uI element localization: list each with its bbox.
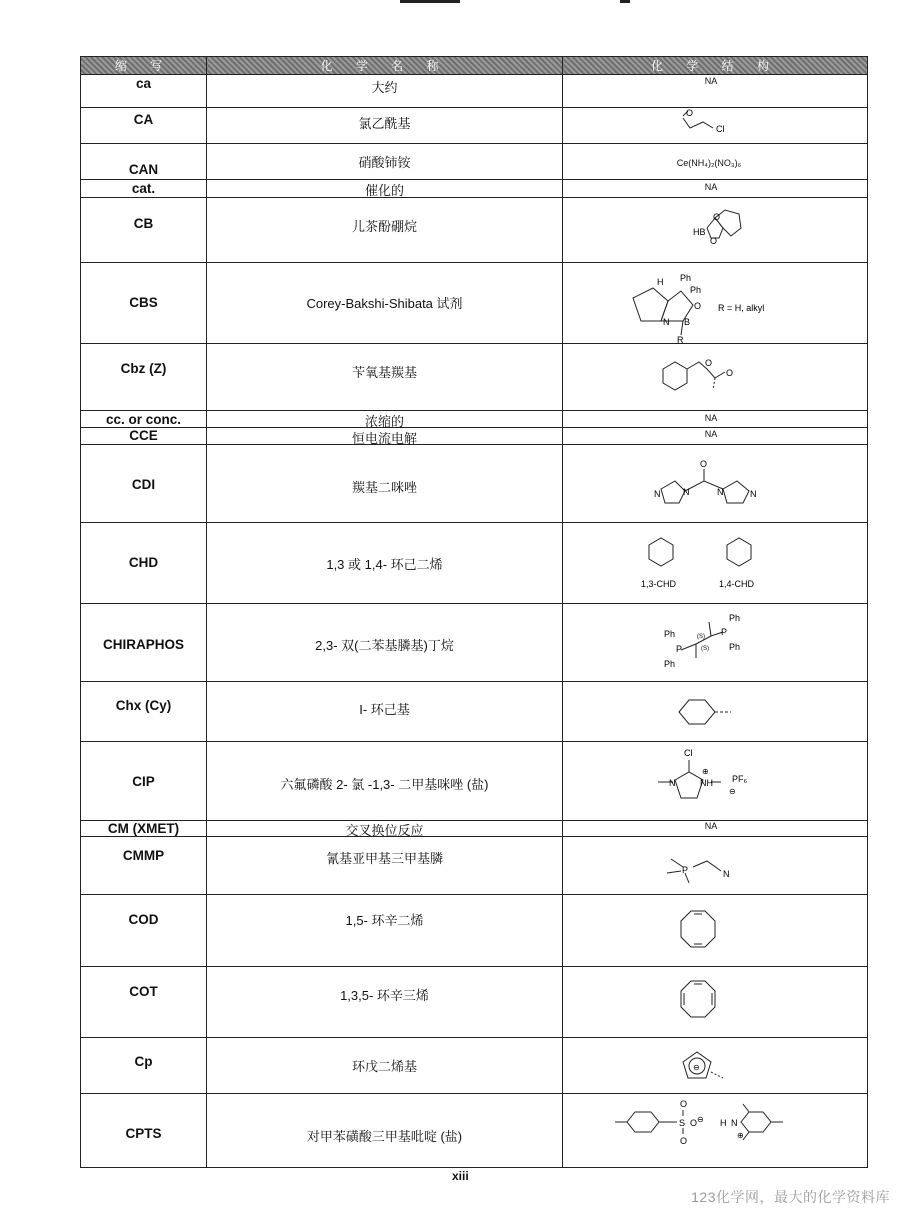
svg-text:N: N <box>663 317 670 327</box>
abbr-text: CDI <box>131 477 156 492</box>
svg-text:HB: HB <box>693 227 706 237</box>
name-text: Corey-Bakshi-Shibata 试剂 <box>306 296 463 311</box>
page-number: xiii <box>452 1169 469 1183</box>
svg-text:N: N <box>750 489 757 499</box>
svg-text:N: N <box>717 487 724 497</box>
abbr-text: CB <box>133 216 154 231</box>
chiraphos-structure <box>563 604 868 681</box>
chd-structure <box>563 523 868 603</box>
abbr-text: CBS <box>129 295 158 310</box>
svg-text:(S): (S) <box>697 634 705 640</box>
cod-structure <box>563 895 868 966</box>
abbr-text: CHIRAPHOS <box>102 637 184 652</box>
header-name: 化 学 名 称 <box>207 57 563 75</box>
table-row <box>81 75 868 108</box>
svg-text:N: N <box>731 1118 738 1128</box>
svg-text:P: P <box>682 865 689 875</box>
svg-text:O: O <box>710 236 718 246</box>
structure-text: Ce(NH₄)₂(NO₃)₆ <box>676 158 742 168</box>
scan-artifact <box>400 0 460 3</box>
name-text: 交叉换位反应 <box>345 823 424 838</box>
name-text: 催化的 <box>364 183 404 198</box>
abbr-text: CA <box>133 112 154 127</box>
cip-structure <box>563 742 868 820</box>
svg-text:1,4-CHD: 1,4-CHD <box>719 579 755 589</box>
abbr-text: CM (XMET) <box>107 821 180 836</box>
svg-text:S: S <box>679 1118 686 1128</box>
name-text: 1,5- 环辛二烯 <box>345 913 424 928</box>
cot-structure <box>563 967 868 1037</box>
svg-text:Ph: Ph <box>729 613 741 623</box>
name-text: 对甲苯磺酸三甲基吡啶 (盐) <box>306 1129 463 1144</box>
svg-text:H: H <box>720 1118 727 1128</box>
table-row <box>81 837 868 895</box>
cmmp-structure <box>563 837 868 894</box>
table-row <box>81 523 868 604</box>
name-text: 2,3- 双(二苯基膦基)丁烷 <box>315 638 454 653</box>
structure-text: NA <box>704 821 718 831</box>
svg-text:⊕: ⊕ <box>702 767 709 776</box>
structure-text: NA <box>704 76 718 86</box>
table-row <box>81 411 868 428</box>
name-text: 大约 <box>371 80 398 95</box>
watermark: 123化学网，最大的化学资料库 <box>691 1189 890 1205</box>
svg-text:N: N <box>669 778 676 788</box>
svg-text:H: H <box>657 277 664 287</box>
structure-text: NA <box>704 182 718 192</box>
svg-text:O: O <box>700 459 708 469</box>
svg-text:Ph: Ph <box>664 659 676 669</box>
svg-text:O: O <box>680 1099 688 1109</box>
cyclohexyl-structure <box>563 682 868 741</box>
name-text: 1,3,5- 环辛三烯 <box>340 988 429 1003</box>
abbr-text: Cbz (Z) <box>120 361 167 376</box>
abbr-text: CIP <box>132 774 155 789</box>
structure-text: NA <box>704 413 718 423</box>
table-header-row <box>81 57 868 75</box>
structure-note: R = H, alkyl <box>718 303 765 313</box>
table-row <box>81 428 868 445</box>
table-row <box>81 445 868 523</box>
svg-text:NH: NH <box>700 778 713 788</box>
abbr-text: Chx (Cy) <box>115 698 172 713</box>
abbr-text: CHD <box>128 555 159 570</box>
structure-text: NA <box>704 429 718 439</box>
svg-text:R: R <box>677 335 684 343</box>
table-row <box>81 180 868 198</box>
svg-text:⊖: ⊖ <box>697 1115 704 1124</box>
svg-text:O: O <box>680 1136 688 1146</box>
svg-text:⊖: ⊖ <box>693 1063 700 1072</box>
table-row <box>81 108 868 144</box>
catecholborane-structure <box>563 198 868 262</box>
cpts-structure <box>563 1094 868 1167</box>
svg-text:Ph: Ph <box>729 642 741 652</box>
svg-text:N: N <box>723 869 730 879</box>
abbr-text: cc. or conc. <box>105 412 182 427</box>
name-text: 环戊二烯基 <box>351 1059 417 1074</box>
abbr-text: ca <box>135 76 152 91</box>
svg-text:O: O <box>726 368 734 378</box>
table-row <box>81 967 868 1038</box>
chloroacetyl-structure <box>563 108 868 143</box>
svg-text:P: P <box>721 627 728 637</box>
abbr-text: CAN <box>128 162 159 177</box>
svg-text:Ph: Ph <box>680 273 692 283</box>
name-text: 氰基亚甲基三甲基膦 <box>325 851 443 866</box>
svg-text:O: O <box>690 1118 698 1128</box>
name-text: 羰基二咪唑 <box>351 480 417 495</box>
svg-text:⊕: ⊕ <box>737 1131 744 1140</box>
svg-text:B: B <box>684 317 691 327</box>
abbr-text: CCE <box>129 428 158 443</box>
svg-text:O: O <box>713 212 721 222</box>
header-structure: 化 学 结 构 <box>563 57 868 75</box>
cyclopentadienyl-structure <box>563 1038 868 1093</box>
svg-text:O: O <box>705 358 713 368</box>
table-row <box>81 821 868 837</box>
name-text: 浓缩的 <box>364 414 404 429</box>
svg-text:1,3-CHD: 1,3-CHD <box>641 579 677 589</box>
svg-text:N: N <box>654 489 661 499</box>
name-text: 1,3 或 1,4- 环己二烯 <box>326 557 443 572</box>
name-text: 儿茶酚硼烷 <box>351 219 417 234</box>
scan-artifact <box>620 0 630 3</box>
abbr-text: cat. <box>131 181 156 196</box>
table-row <box>81 1094 868 1168</box>
cbs-structure <box>563 263 868 343</box>
svg-text:Ph: Ph <box>690 285 702 295</box>
svg-text:O: O <box>686 108 694 118</box>
table-row <box>81 742 868 821</box>
name-text: 恒电流电解 <box>351 431 417 446</box>
abbr-text: Cp <box>134 1054 153 1069</box>
name-text: 六氟磷酸 2- 氯 -1,3- 二甲基咪唑 (盐) <box>280 777 489 792</box>
svg-text:N: N <box>683 487 690 497</box>
table-row <box>81 895 868 967</box>
abbr-text: COT <box>129 984 158 999</box>
abbr-text: COD <box>128 912 159 927</box>
cdi-structure <box>563 445 868 522</box>
svg-text:Cl: Cl <box>684 748 693 758</box>
name-text: 氯乙酰基 <box>358 116 411 131</box>
table-row <box>81 144 868 180</box>
table-row <box>81 1038 868 1094</box>
svg-text:Ph: Ph <box>664 629 676 639</box>
svg-text:P: P <box>676 644 683 654</box>
abbreviation-table <box>80 56 868 1168</box>
cbz-structure <box>563 344 868 410</box>
table-row <box>81 198 868 263</box>
table-row <box>81 263 868 344</box>
svg-text:(S): (S) <box>701 646 709 652</box>
structure-text: Cl <box>716 124 725 134</box>
table-row <box>81 344 868 411</box>
abbr-text: CMMP <box>122 848 165 863</box>
svg-text:O: O <box>694 301 702 311</box>
table-row <box>81 682 868 742</box>
header-abbr: 缩 写 <box>81 57 207 75</box>
svg-text:⊖: ⊖ <box>729 787 736 796</box>
name-text: 硝酸铈铵 <box>358 155 411 170</box>
table-row <box>81 604 868 682</box>
name-text: 苄氧基羰基 <box>351 365 417 380</box>
abbr-text: CPTS <box>125 1126 162 1141</box>
svg-text:PF₆: PF₆ <box>732 774 748 784</box>
name-text: I- 环己基 <box>359 702 410 717</box>
